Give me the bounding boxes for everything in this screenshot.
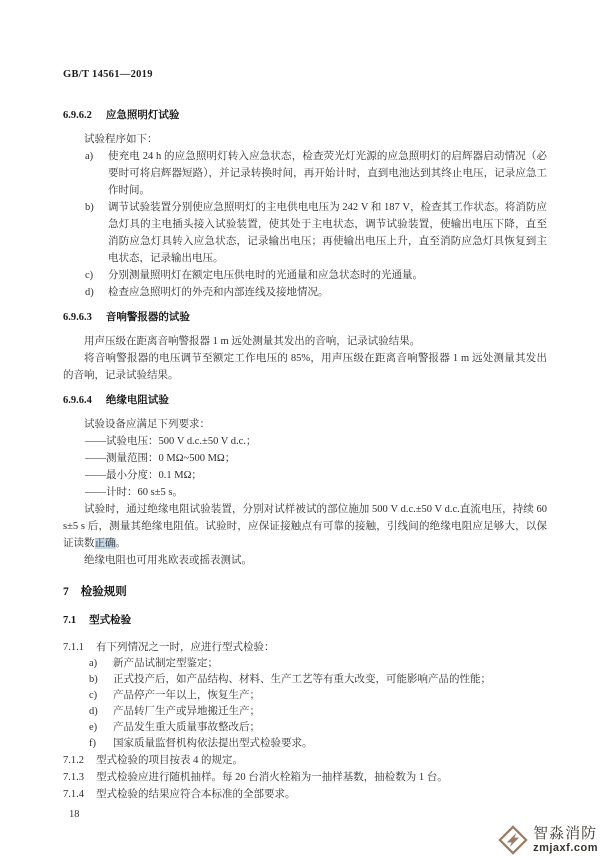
section-number: 7.1 xyxy=(63,615,77,626)
list-item-label: a) xyxy=(89,658,98,669)
paragraph-text: 。 xyxy=(115,538,126,549)
list-item xyxy=(63,672,547,688)
list-item-text: 分别测量照明灯在额定电压供电时的光通量和应急状态时的光通量。 xyxy=(108,270,423,281)
list-item-text: 新产品试制定型鉴定； xyxy=(113,658,218,669)
clause-number: 7.1.1 xyxy=(63,642,84,653)
dash-item: ——测量范围：0 MΩ~500 MΩ； xyxy=(85,453,236,464)
list-item-text: 检查应急照明灯的外壳和内部连线及接地情况。 xyxy=(108,287,329,298)
list-item-label: c) xyxy=(85,270,94,281)
condition-list-711 xyxy=(63,656,547,752)
section-number: 6.9.6.2 xyxy=(63,110,92,121)
paragraph: 绝缘电阻也可用兆欧表或摇表测试。 xyxy=(84,555,252,566)
dash-item: ——计时：60 s±5 s。 xyxy=(85,487,183,498)
clause-714 xyxy=(63,786,547,803)
section-title: 音响警报器的试验 xyxy=(105,312,190,323)
section-title: 型式检验 xyxy=(89,615,132,626)
list-item xyxy=(63,720,547,736)
procedure-list-6962 xyxy=(63,148,547,301)
section-title: 检验规则 xyxy=(80,586,127,598)
section-number: 6.9.6.4 xyxy=(63,395,92,406)
dash-item: ——最小分度：0.1 MΩ； xyxy=(85,470,202,481)
page-content xyxy=(63,66,547,823)
section-heading-71 xyxy=(63,612,547,629)
list-item-text: 国家质量监督机构依法提出型式检验要求。 xyxy=(113,738,313,749)
paragraph-insulation-test xyxy=(63,501,547,552)
watermark-logo xyxy=(498,824,598,856)
list-item xyxy=(63,284,547,301)
clause-text: 型式检验应进行随机抽样。每 20 台消火栓箱为一抽样基数，抽检数为 1 台。 xyxy=(96,772,448,783)
list-item-label: b) xyxy=(85,202,94,213)
section-heading-6963 xyxy=(63,309,547,326)
list-item xyxy=(63,199,547,267)
paragraph-intro-6964: 试验设备应满足下列要求： xyxy=(84,419,210,430)
paragraph: 用声压级在距离音响警报器 1 m 远处测量其发出的音响，记录试验结果。 xyxy=(84,336,421,347)
highlighted-text: 正确 xyxy=(94,538,116,549)
brand-diamond-icon xyxy=(498,824,528,856)
list-item-text: 正式投产后，如产品结构、材料、生产工艺等有重大改变，可能影响产品的性能； xyxy=(113,674,491,685)
clause-text: 有下列情况之一时，应进行型式检验： xyxy=(96,642,275,653)
paragraph-text: 试验时，通过绝缘电阻试验装置，分别对试样被试的部位施加 500 V d.c.±50 V d.c.直流电压，持续 60 s±5 s 后，测量其绝缘电阻值。试验时，应保证接触点有可靠的接触，引线间的绝缘电阻应足够大，以保证读数 xyxy=(63,504,547,549)
list-item-text: 产品发生重大质量事故整改后； xyxy=(113,722,260,733)
paragraph: 将音响警报器的电压调节至额定工作电压的 85%，用声压级在距离音响警报器 1 m 远处测量其发出的音响，记录试验结果。 xyxy=(63,353,547,381)
list-item xyxy=(63,704,547,720)
brand-domain: zmjaxf.com xyxy=(533,842,598,854)
clause-text: 型式检验的项目按表 4 的规定。 xyxy=(96,755,243,766)
section-number: 6.9.6.3 xyxy=(63,312,92,323)
clause-text: 型式检验的结果应符合本标准的全部要求。 xyxy=(96,789,296,800)
list-item-label: a) xyxy=(85,151,94,162)
list-item-text: 使充电 24 h 的应急照明灯转入应急状态，检查荧光灯光源的应急照明灯的启辉器启动情况（必要时可将启辉器短路），并记录转换时间，再开始计时，直到电池达到其终止电压，记录应急工作时间。 xyxy=(108,151,547,196)
list-item-label: b) xyxy=(89,674,98,685)
list-item-label: d) xyxy=(89,706,98,717)
list-item-label: f) xyxy=(89,738,96,749)
clause-711 xyxy=(63,639,547,656)
list-item-label: e) xyxy=(89,722,98,733)
section-heading-6964 xyxy=(63,392,547,409)
list-item xyxy=(63,688,547,704)
list-item-label: d) xyxy=(85,287,94,298)
section-heading-6962 xyxy=(63,107,547,124)
list-item xyxy=(63,267,547,284)
clause-number: 7.1.4 xyxy=(63,789,84,800)
dash-item: ——试验电压：500 V d.c.±50 V d.c.； xyxy=(85,436,257,447)
section-number: 7 xyxy=(63,586,69,598)
clause-number: 7.1.3 xyxy=(63,772,84,783)
section-title: 应急照明灯试验 xyxy=(105,110,180,121)
brand-name: 智淼消防 xyxy=(533,825,598,842)
list-item-label: c) xyxy=(89,690,98,701)
chapter-heading-7 xyxy=(63,583,547,601)
brand-text-block xyxy=(533,826,598,854)
list-item xyxy=(63,148,547,199)
list-item-text: 产品停产一年以上，恢复生产； xyxy=(113,690,260,701)
list-item-text: 产品转厂生产或异地搬迁生产； xyxy=(113,706,260,717)
standard-number-header: GB/T 14561—2019 xyxy=(63,69,153,80)
page-number: 18 xyxy=(69,809,80,820)
clause-712 xyxy=(63,752,547,769)
clause-713 xyxy=(63,769,547,786)
clause-number: 7.1.2 xyxy=(63,755,84,766)
list-item xyxy=(63,656,547,672)
dash-list-6964 xyxy=(63,433,547,501)
paragraph-intro-6962: 试验程序如下： xyxy=(84,134,158,145)
section-title: 绝缘电阻试验 xyxy=(105,395,169,406)
list-item xyxy=(63,736,547,752)
list-item-text: 调节试验装置分别使应急照明灯的主电供电电压为 242 V 和 187 V，检查其工作状态。将消防应急灯具的主电插头接入试验装置，使其处于主电状态，调节试验装置，使输出电压下降，直至消防应急灯具转入应急状态，记录输出电压；再使输出电压上升，直至消防应急灯具恢复到主电状态，记录输出电压。 xyxy=(108,202,547,264)
